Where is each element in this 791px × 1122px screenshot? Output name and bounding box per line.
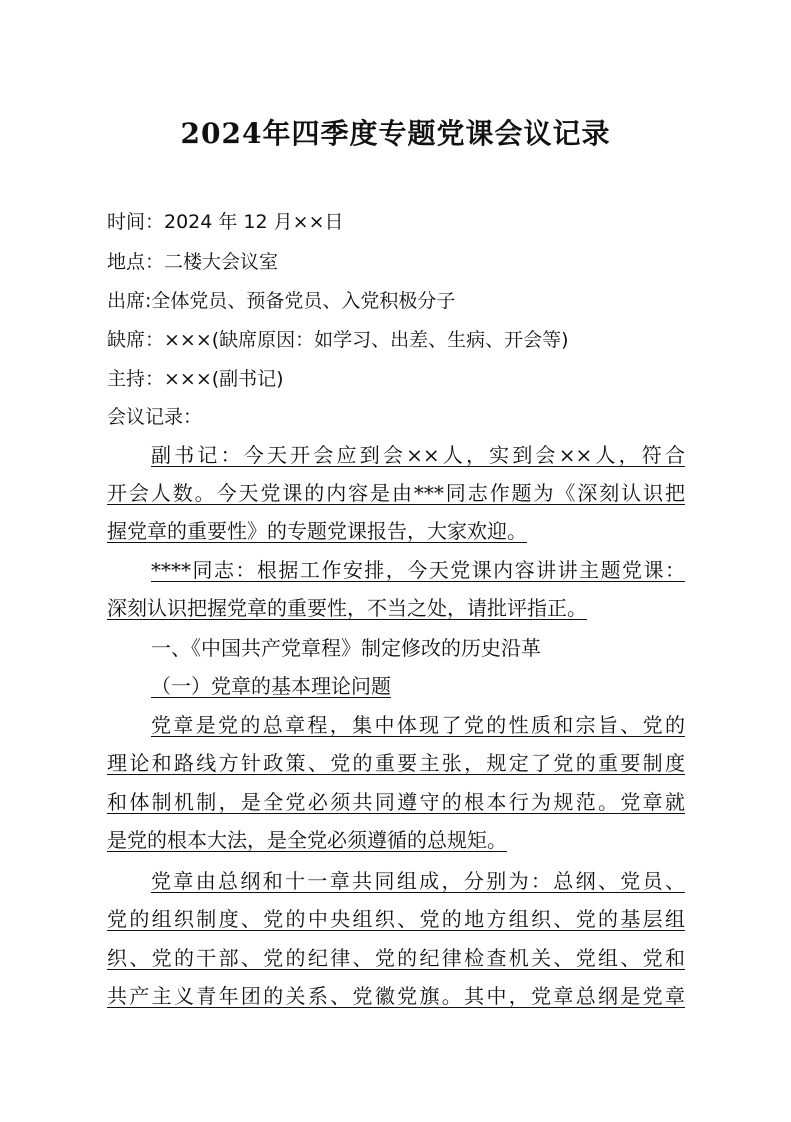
meeting-absent: 缺席：×××(缺席原因：如学习、出差、生病、开会等) bbox=[107, 329, 569, 351]
body-line: 副书记：今天开会应到会××人，实到会××人，符合 bbox=[151, 443, 685, 467]
body-line: 党的组织制度、党的中央组织、党的地方组织、党的基层组 bbox=[107, 907, 685, 931]
meeting-attendees: 出席:全体党员、预备党员、入党积极分子 bbox=[107, 290, 456, 312]
meeting-place: 地点：二楼大会议室 bbox=[107, 251, 279, 273]
body-line: 开会人数。今天党课的内容是由***同志作题为《深刻认识把 bbox=[107, 481, 685, 505]
document-title: 2024年四季度专题党课会议记录 bbox=[180, 117, 611, 150]
body-line: 织、党的干部、党的纪律、党的纪律检查机关、党组、党和 bbox=[107, 946, 685, 970]
body-line: 是党的根本大法，是全党必须遵循的总规矩。 bbox=[107, 828, 507, 852]
body-line: 党章由总纲和十一章共同组成，分别为：总纲、党员、 bbox=[151, 869, 685, 893]
subsection-heading: （一）党章的基本理论问题 bbox=[151, 674, 391, 698]
meeting-time: 时间：2024 年 12 月××日 bbox=[107, 211, 344, 233]
section-heading: 一、《中国共产党章程》制定修改的历史沿革 bbox=[151, 636, 541, 660]
body-line: 深刻认识把握党章的重要性，不当之处，请批评指正。 bbox=[107, 596, 587, 620]
body-line: 和体制机制，是全党必须共同遵守的根本行为规范。党章就 bbox=[107, 790, 685, 814]
body-line: 握党章的重要性》的专题党课报告，大家欢迎。 bbox=[107, 519, 527, 543]
meeting-host: 主持：×××(副书记) bbox=[107, 368, 284, 390]
meeting-record-label: 会议记录： bbox=[107, 406, 203, 428]
body-line: 理论和路线方针政策、党的重要主张，规定了党的重要制度 bbox=[107, 751, 685, 775]
body-line: 共产主义青年团的关系、党徽党旗。其中，党章总纲是党章 bbox=[107, 984, 685, 1008]
body-line: 党章是党的总章程，集中体现了党的性质和宗旨、党的 bbox=[151, 713, 685, 737]
body-line: ****同志：根据工作安排，今天党课内容讲讲主题党课： bbox=[151, 558, 685, 582]
